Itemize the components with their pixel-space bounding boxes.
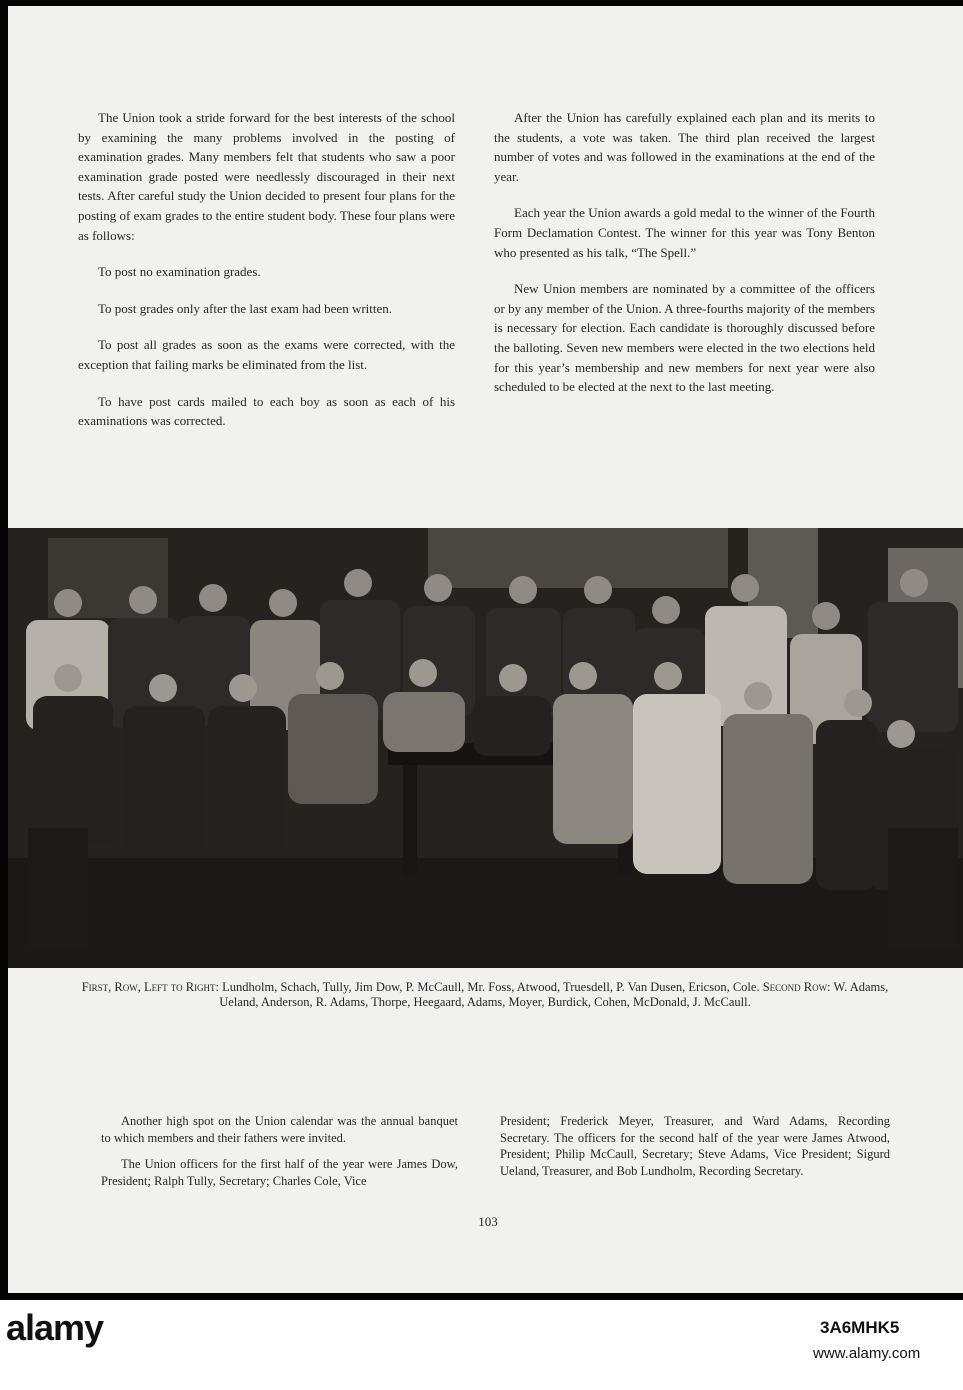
plan-1: To post no examination grades. [98,264,261,280]
group-photo [8,528,963,968]
bottom-right-column [500,1113,890,1196]
plan-4: To have post cards mailed to each boy as soon as each of his examinations was corrected. [78,393,455,429]
left-text-column [78,108,455,448]
second-row-names: W. Adams, Ueland, Anderson, R. Adams, Thorpe, Heegaard, Adams, Moyer, Burdick, Cohen, McDonald, J. McCaull. [219,980,889,1009]
second-row-label: Second Row: [762,980,831,994]
first-row-names: Lundholm, Schach, Tully, Jim Dow, P. McCaull, Mr. Foss, Atwood, Truesdell, P. Van Dusen, Ericson, Cole. [222,980,760,994]
image-id: 3A6MHK5 [820,1318,900,1337]
yearbook-page [8,6,963,1293]
banquet-paragraph: Another high spot on the Union calendar was the annual banquet to which members and their fathers were invited. [101,1114,458,1145]
vote-paragraph: After the Union has carefully explained each plan and its merits to the students, a vote was taken. The third plan received the largest number of votes and was followed in the examinations at the end of the year. [494,110,875,184]
source-url: www.alamy.com [813,1345,921,1362]
first-row-label: First, Row, Left to Right: [81,980,220,994]
alamy-logo: alamy [6,1307,104,1348]
plan-2: To post grades only after the last exam had been written. [98,300,393,316]
officers-continued-paragraph: President; Frederick Meyer, Treasurer, and Ward Adams, Recording Secretary. The officers for the second half of the year were James Atwood, President; Philip McCaull, Secretary; Steve Adams, Vice President; Sigurd Ueland, Treasurer, and Bob Lundholm, Recording Secretary. [500,1114,890,1178]
bottom-left-column [101,1113,458,1199]
plan-3: To post all grades as soon as the exams were corrected, with the exception that failing marks be eliminated from the list. [78,337,455,372]
officers-paragraph: The Union officers for the first half of the year were James Dow, President; Ralph Tully, Secretary; Charles Cole, Vice [101,1157,458,1188]
medal-paragraph: Each year the Union awards a gold medal to the winner of the Fourth Form Declamation Contest. The winner for this year was Tony Benton who presented as his talk, “The Spell.” [494,205,875,260]
photo-caption [78,980,892,1010]
page-number: 103 [478,1214,498,1229]
group-photo-illustration [8,528,963,968]
right-text-column [494,108,875,414]
intro-paragraph: The Union took a stride forward for the best interests of the school by examining the many problems involved in the posting of examination grades. Many members felt that students who saw a poor examination grade posted were needlessly discouraged in their next tests. After careful study the Union decided to present four plans for the posting of exam grades to the entire student body. These four plans were as follows: [78,110,455,243]
nomination-paragraph: New Union members are nominated by a committee of the officers or by any member of the Union. A three-fourths majority of the members is necessary for election. Each candidate is thoroughly discussed before the balloting. Seven new members were elected in the two elections held for this year’s membership and new members for next year were also scheduled to be elected at the next to the last meeting. [494,281,875,395]
